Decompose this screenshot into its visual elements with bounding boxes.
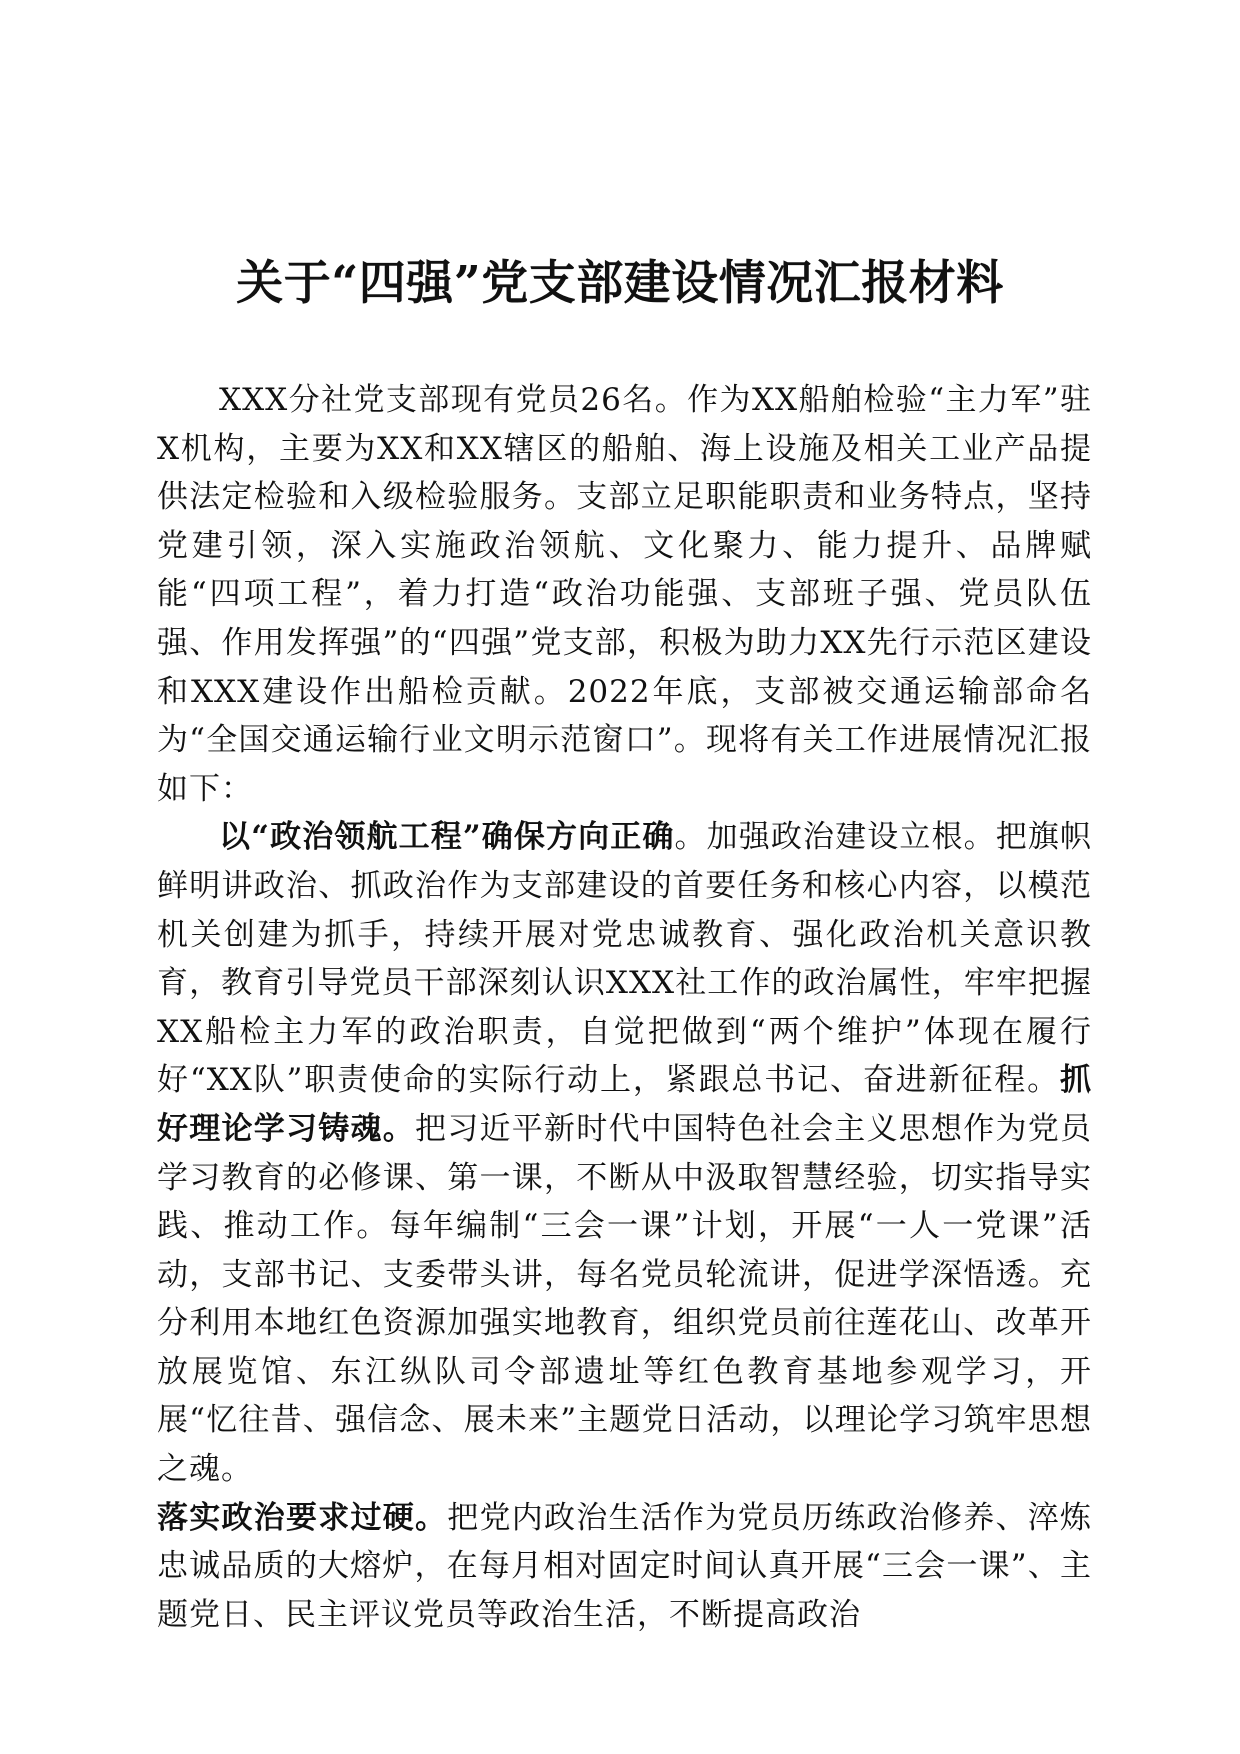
section1-heading: 以“政治领航工程”确保方向正确 [219, 819, 675, 856]
subsection2-heading: 落实政治要求过硬。 [157, 1499, 448, 1536]
subsection1-text: 把习近平新时代中国特色社会主义思想作为党员学习教育的必修课、第一课，不断从中汲取智慧经验，切实指导实践、推动工作。每年编制“三会一课”计划，开展“一人一党课”活动，支部书记、支委带头讲，每名党员轮流讲，促进学深悟透。充分利用本地红色资源加强实地教育，组织党员前往莲花山、改革开放展览馆、东江纵队司令部遗址等红色教育基地参观学习，开展“忆往昔、强信念、展未来”主题党日活动，以理论学习筑牢思想之魂。 [157, 1110, 1092, 1488]
section1-lead-text: 。加强政治建设立根。把旗帜鲜明讲政治、抓政治作为支部建设的首要任务和核心内容，以模范机关创建为抓手，持续开展对党忠诚教育、强化政治机关意识教育，教育引导党员干部深刻认识XXX社工作的政治属性，牢牢把握XX船检主力军的政治职责，自觉把做到“两个维护”体现在履行好“XX队”职责使命的实际行动上，紧跟总书记、奋进新征程。 [157, 819, 1092, 1099]
intro-paragraph: XXX分社党支部现有党员26名。作为XX船舶检验“主力军”驻X机构，主要为XX和XX辖区的船舶、海上设施及相关工业产品提供法定检验和入级检验服务。支部立足职能职责和业务特点，坚持党建引领，深入实施政治领航、文化聚力、能力提升、品牌赋能“四项工程”，着力打造“政治功能强、支部班子强、党员队伍强、作用发挥强”的“四强”党支部，积极为助力XX先行示范区建设和XXX建设作出船检贡献。2022年底，支部被交通运输部命名为“全国交通运输行业文明示范窗口”。现将有关工作进展情况汇报如下： [157, 382, 1092, 807]
document-title: 关于“四强”党支部建设情况汇报材料 [236, 256, 1004, 311]
document-body [157, 376, 1092, 1639]
section1-paragraph [157, 813, 1092, 1639]
subsection1-heading: 抓好理论学习铸魂。 [157, 1062, 1092, 1147]
subsection2-text: 把党内政治生活作为党员历练政治修养、淬炼忠诚品质的大熔炉，在每月相对固定时间认真开展“三会一课”、主题党日、民主评议党员等政治生活，不断提高政治 [157, 1499, 1092, 1633]
